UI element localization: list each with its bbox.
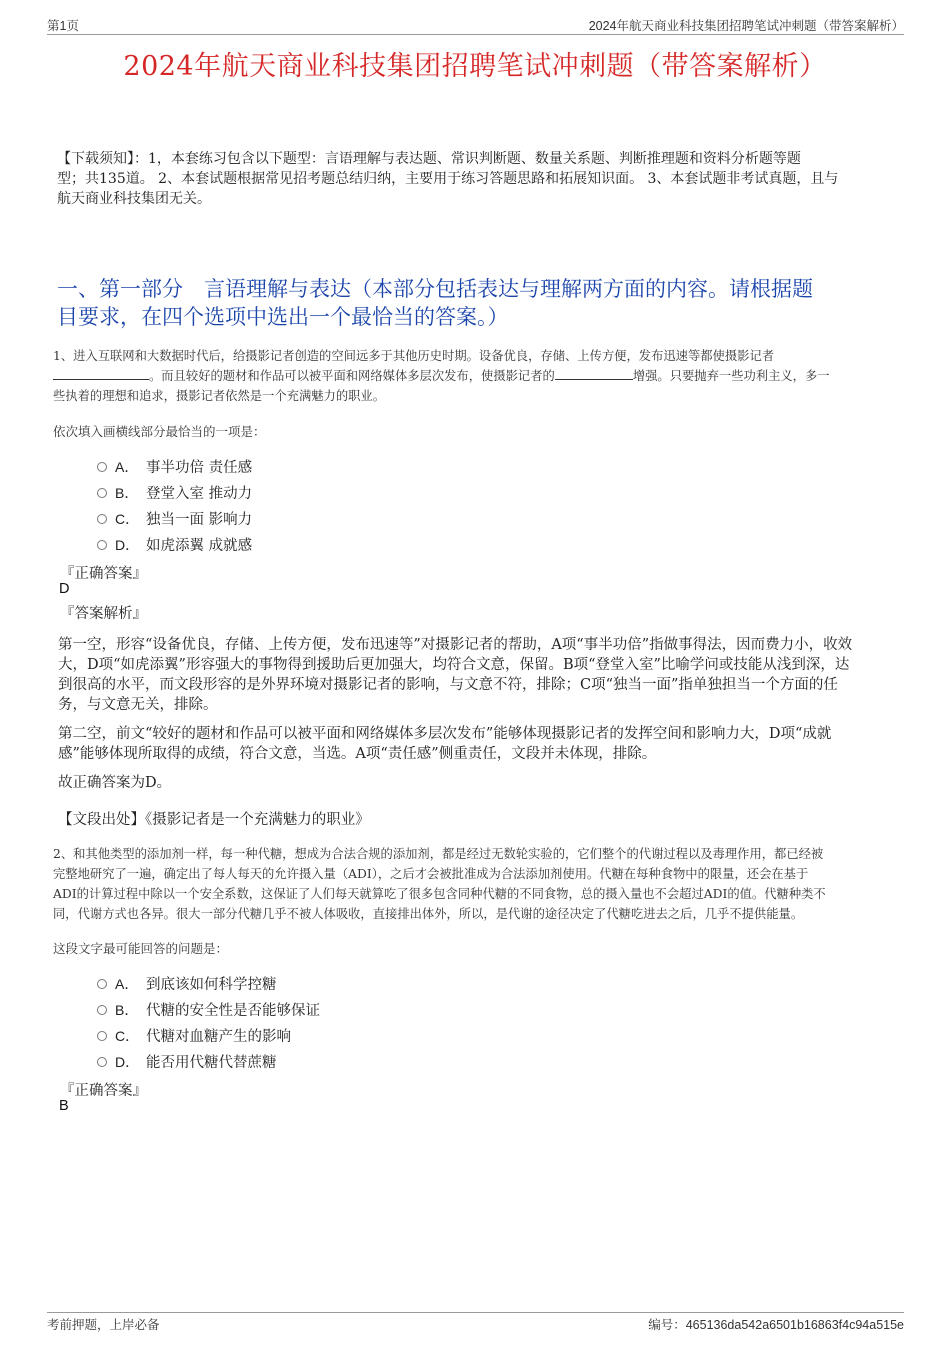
q1-option-c[interactable]: C． 独当一面 影响力 xyxy=(97,508,252,528)
page-header xyxy=(47,14,904,35)
radio-icon[interactable] xyxy=(97,514,107,524)
notice-line: 航天商业科技集团无关。 xyxy=(57,191,211,207)
section-heading-line: 目要求，在四个选项中选出一个最恰当的答案。） xyxy=(57,305,509,329)
page-number: 第1页 xyxy=(47,19,79,33)
q1-option-a[interactable]: A． 事半功倍 责任感 xyxy=(97,456,252,476)
analysis-conclusion: 故正确答案为D。 xyxy=(58,775,172,791)
fill-blank-1 xyxy=(53,366,149,380)
analysis-paragraph: 第一空，形容“设备优良，存储、上传方便，发布迅速等”对摄影记者的帮助，A项“事半功倍”指做事得法，因而费力小，收效 大，D项“如虎添翼”形容强大的事物得到援助后更加强大，均符合文意，保留。B项“登堂入室”比喻学问或技能从浅到深，达 到很高的水平，而文段形容的是外界环境对摄影记者的影响，与文意不符，排除；C项“独当一面”指单独担当一个方面的任 务，与文意无关，排除。 xyxy=(58,637,853,713)
question-2-text xyxy=(53,844,899,924)
notice-line: 【下载须知】：1，本套练习包含以下题型：言语理解与表达题、常识判断题、数量关系题、判断推理题和资料分析题等题 xyxy=(57,151,801,167)
correct-answer-label: 『正确答案』 xyxy=(60,566,147,582)
q2-option-a[interactable]: A． 到底该如何科学控糖 xyxy=(97,973,277,993)
question-line: 同，代谢方式也各异。很大一部分代糖几乎不被人体吸收，直接排出体外，所以，是代谢的途径决定了代糖吃进去之后，几乎不提供能量。 xyxy=(53,907,804,921)
radio-icon[interactable] xyxy=(97,462,107,472)
radio-icon[interactable] xyxy=(97,1031,107,1041)
document-id: 编号：465136da542a6501b16863f4c94a515e xyxy=(648,1318,904,1332)
radio-icon[interactable] xyxy=(97,540,107,550)
question-line: ADI的计算过程中除以一个安全系数，这保证了人们每天就算吃了很多包含同种代糖的不同食物，总的摄入量也不会超过ADI的值。代糖种类不 xyxy=(53,887,826,901)
question-line xyxy=(53,366,899,386)
q2-option-d[interactable]: D． 能否用代糖代替蔗糖 xyxy=(97,1051,277,1071)
footer-slogan: 考前押题，上岸必备 xyxy=(47,1318,160,1332)
document-title: 2024年航天商业科技集团招聘笔试冲刺题（带答案解析） xyxy=(123,51,827,82)
q2-option-b[interactable]: B． 代糖的安全性是否能够保证 xyxy=(97,999,320,1019)
question-1-text xyxy=(53,346,899,406)
page-footer xyxy=(47,1312,904,1332)
question-line: 1、进入互联网和大数据时代后，给摄影记者创造的空间远多于其他历史时期。设备优良，存储、上传方便，发布迅速等都使摄影记者 xyxy=(53,349,775,363)
question-line: 2、和其他类型的添加剂一样，每一种代糖，想成为合法合规的添加剂，都是经过无数轮实验的，它们整个的代谢过程以及毒理作用，都已经被 xyxy=(53,847,824,861)
q2-option-c[interactable]: C． 代糖对血糖产生的影响 xyxy=(97,1025,291,1045)
running-title: 2024年航天商业科技集团招聘笔试冲刺题（带答案解析） xyxy=(588,19,904,33)
question-line: 些执着的理想和追求，摄影记者依然是一个充满魅力的职业。 xyxy=(53,389,386,403)
section-heading-line: 一、第一部分 言语理解与表达（本部分包括表达与理解两方面的内容。请根据题 xyxy=(57,277,813,301)
section-heading xyxy=(57,275,900,331)
download-notice xyxy=(57,149,900,209)
radio-icon[interactable] xyxy=(97,1057,107,1067)
question-line: 完整地研究了一遍，确定出了每人每天的允许摄入量（ADI），之后才会被批准成为合法添加剂使用。代糖在每种食物中的限量，还会在基于 xyxy=(53,867,809,881)
q1-option-d[interactable]: D． 如虎添翼 成就感 xyxy=(97,534,252,554)
q1-option-b[interactable]: B． 登堂入室 推动力 xyxy=(97,482,252,502)
notice-line: 型；共135道。 2、本套试题根据常见招考题总结归纳，主要用于练习答题思路和拓展知识面。 3、本套试题非考试真题，且与 xyxy=(57,171,839,187)
analysis-label: 『答案解析』 xyxy=(60,606,147,622)
question-2-prompt: 这段文字最可能回答的问题是： xyxy=(53,941,229,956)
correct-answer-value: B xyxy=(59,1098,69,1114)
radio-icon[interactable] xyxy=(97,1005,107,1015)
question-fragment: 增强。只要抛弃一些功利主义，多一 xyxy=(632,369,830,383)
radio-icon[interactable] xyxy=(97,979,107,989)
question-fragment: 。而且较好的题材和作品可以被平面和网络媒体多层次发布，使摄影记者的 xyxy=(149,369,555,383)
fill-blank-2 xyxy=(555,366,633,380)
passage-source: 【文段出处】《摄影记者是一个充满魅力的职业》 xyxy=(58,812,370,828)
analysis-paragraph: 第二空，前文“较好的题材和作品可以被平面和网络媒体多层次发布”能够体现摄影记者的发挥空间和影响力大，D项“成就 感”能够体现所取得的成绩，符合文意，当选。A项“责任感”侧重责任，文段并未体现，排除。 xyxy=(58,726,832,762)
correct-answer-label: 『正确答案』 xyxy=(60,1083,147,1099)
radio-icon[interactable] xyxy=(97,488,107,498)
correct-answer-value: D xyxy=(59,581,70,597)
question-1-prompt: 依次填入画横线部分最恰当的一项是： xyxy=(53,424,266,439)
